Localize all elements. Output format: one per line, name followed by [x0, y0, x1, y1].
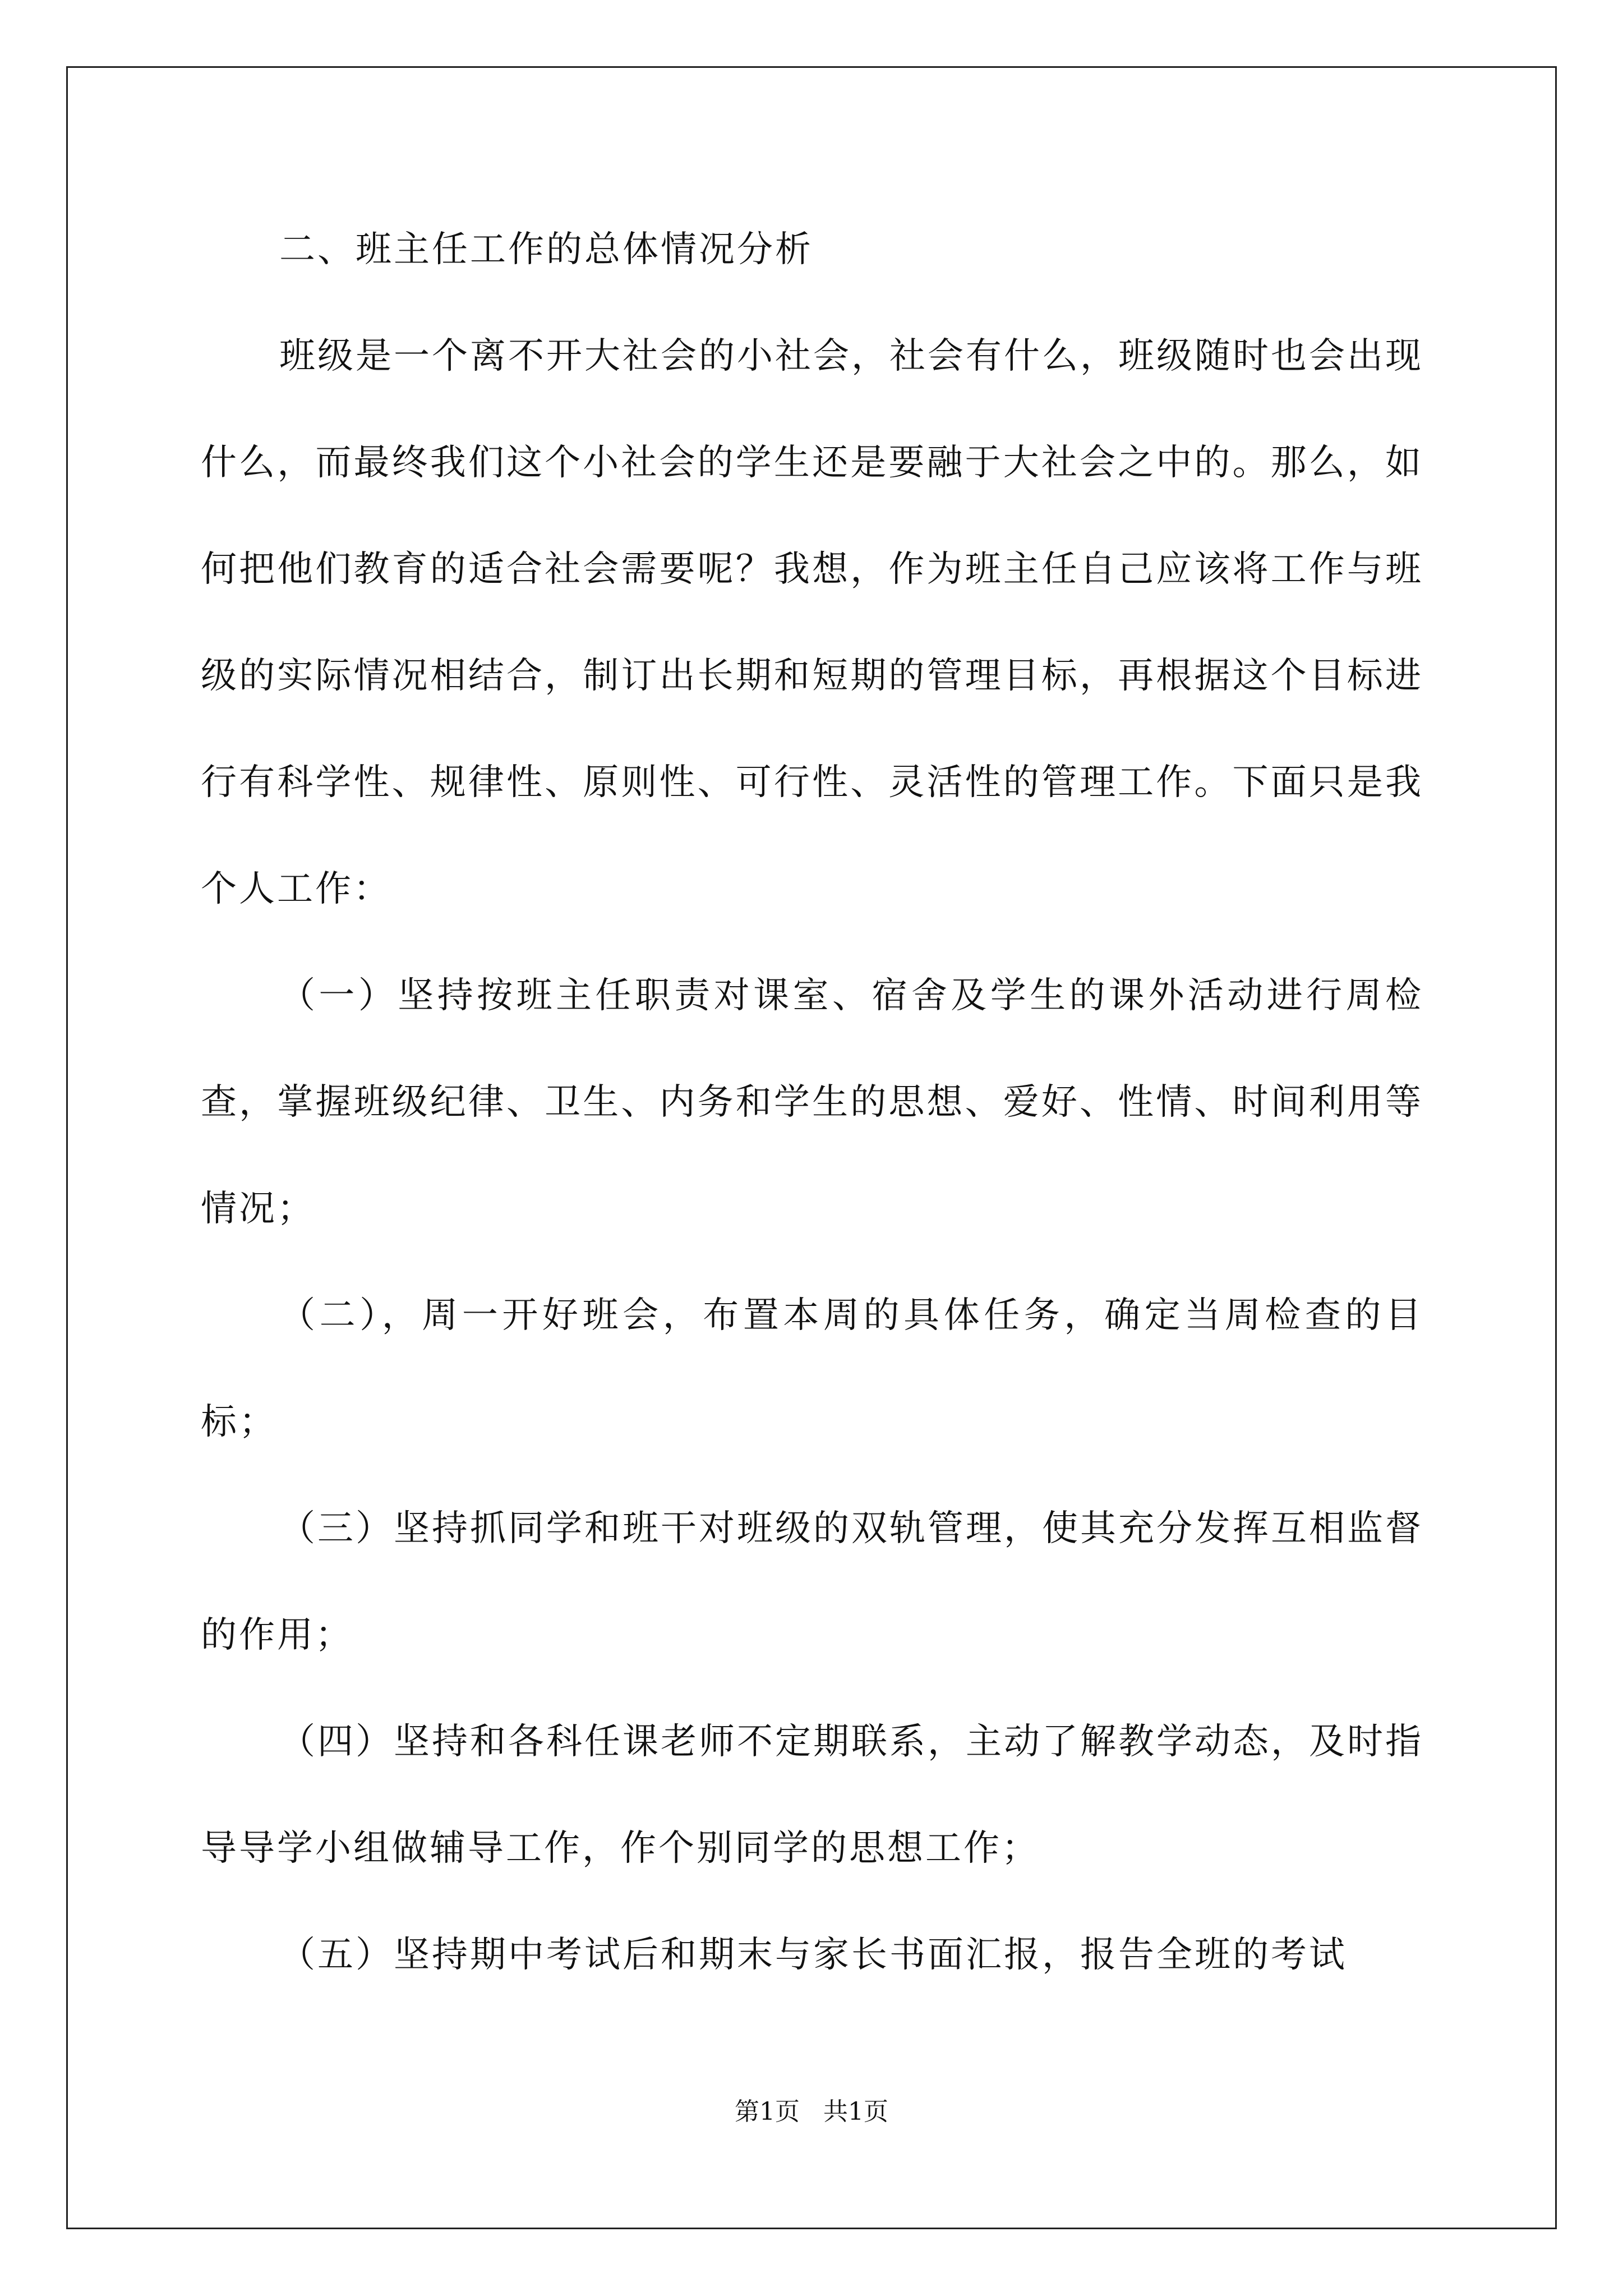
- paragraph-item-3: （三）坚持抓同学和班干对班级的双轨管理，使其充分发挥互相监督的作用；: [201, 1508, 1423, 1656]
- document-body: [201, 196, 1423, 2008]
- paragraph-intro: 班级是一个离不开大社会的小社会，社会有什么，班级随时也会出现什么，而最终我们这个小社会的学生还是要融于大社会之中的。那么，如何把他们教育的适合社会需要呢？我想，作为班主任自己应该将工作与班级的实际情况相结合，制订出长期和短期的管理目标，再根据这个目标进行有科学性、规律性、原则性、可行性、灵活性的管理工作。下面只是我个人工作：: [201, 335, 1423, 910]
- page-total: 共1页: [823, 2097, 888, 2126]
- paragraph-item-5: （五）坚持期中考试后和期末与家长书面汇报，报告全班的考试: [279, 1934, 1347, 1976]
- paragraph-item-2: （二），周一开好班会，布置本周的具体任务，确定当周检查的目标；: [201, 1295, 1423, 1443]
- section-heading: 二、班主任工作的总体情况分析: [279, 229, 813, 270]
- page-number: 第1页: [735, 2097, 800, 2126]
- paragraph-item-1: （一）坚持按班主任职责对课室、宿舍及学生的课外活动进行周检查，掌握班级纪律、卫生、内务和学生的思想、爱好、性情、时间利用等情况；: [201, 975, 1423, 1230]
- paragraph-item-4: （四）坚持和各科任课老师不定期联系，主动了解教学动态，及时指导导学小组做辅导工作，作个别同学的思想工作；: [201, 1721, 1423, 1869]
- page-footer: [0, 2095, 1623, 2129]
